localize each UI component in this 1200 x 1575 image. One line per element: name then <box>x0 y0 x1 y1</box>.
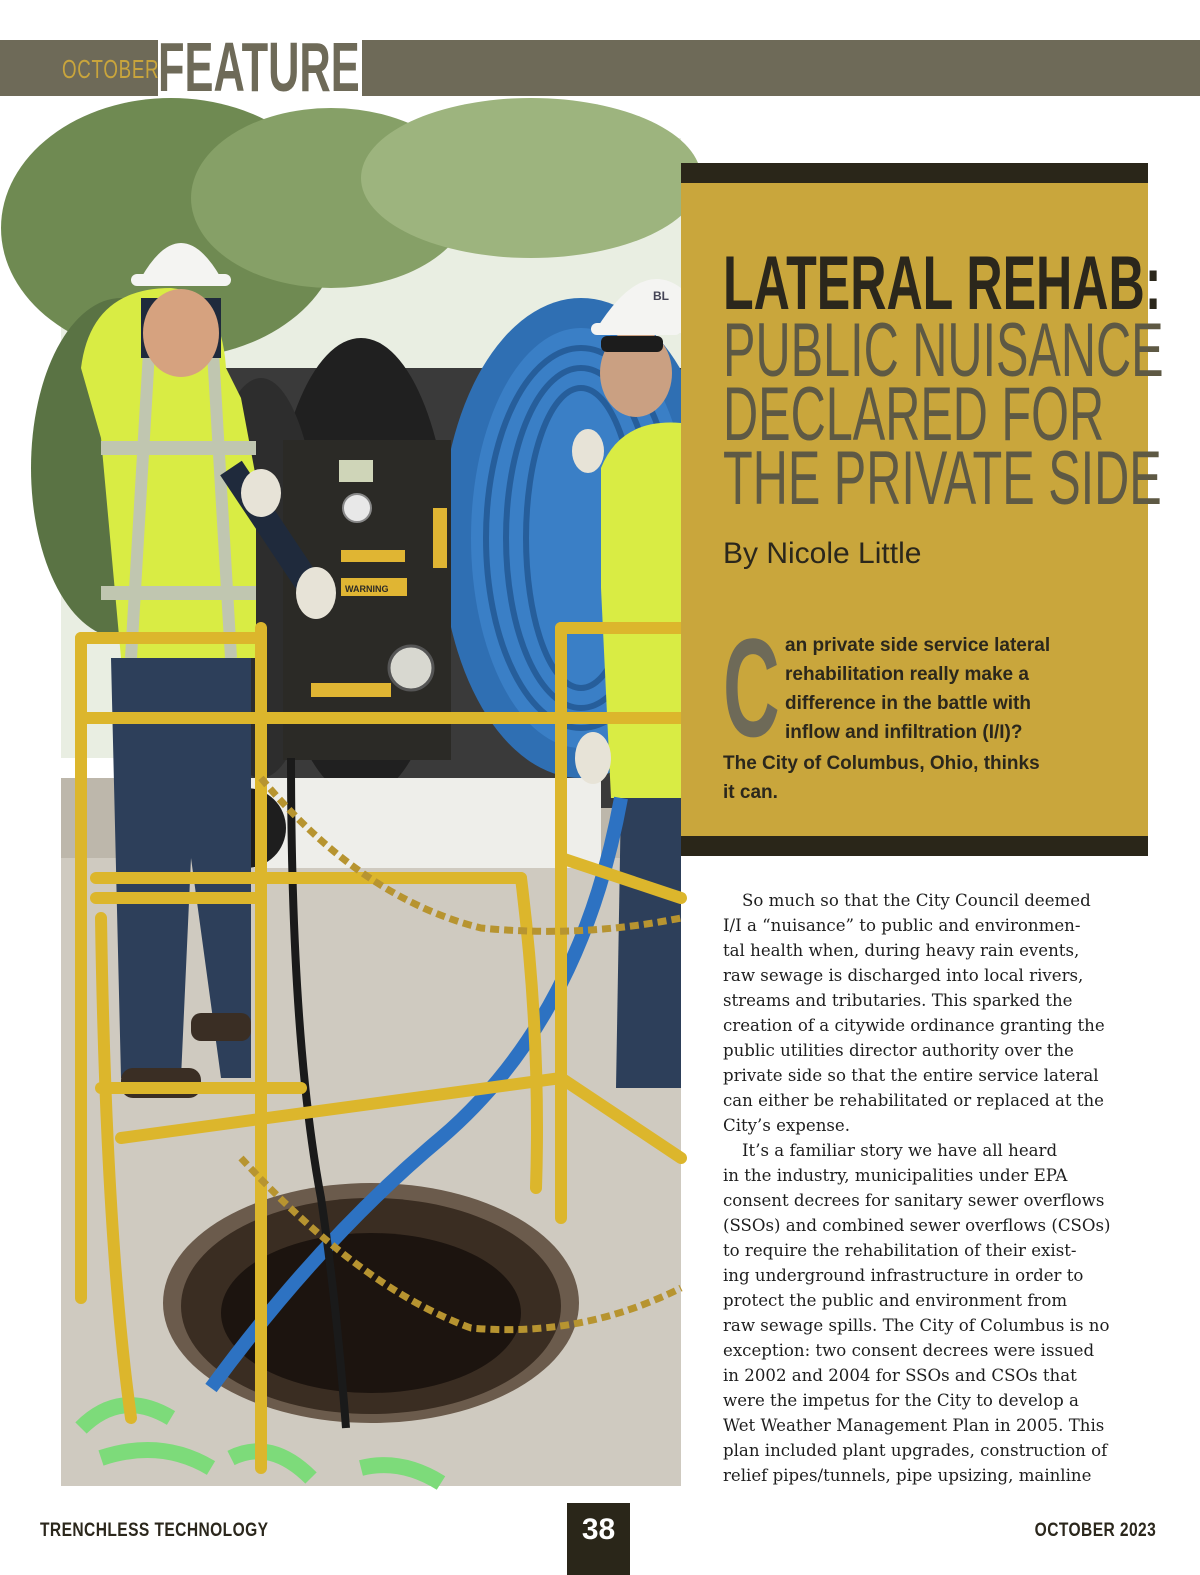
footer-issue-date: OCTOBER 2023 <box>1034 1520 1156 1541</box>
body-line: consent decrees for sanitary sewer overflows <box>723 1191 1105 1210</box>
body-line: raw sewage is discharged into local rivers, <box>723 966 1084 985</box>
article-subtitle <box>723 308 1164 521</box>
lead-line: inflow and infiltration (I/I)? <box>785 722 1023 743</box>
body-line: plan included plant upgrades, construction of <box>723 1441 1108 1460</box>
lead-paragraph <box>723 609 1093 807</box>
hardhat-label: BL <box>653 289 669 303</box>
article-photo <box>61 138 681 1486</box>
subtitle-line: DECLARED FOR <box>723 372 1105 457</box>
body-line: ing underground infrastructure in order to <box>723 1266 1084 1285</box>
body-line: I/I a “nuisance” to public and environmen- <box>723 916 1081 935</box>
lead-line: difference in the battle with <box>785 693 1031 714</box>
article-title-box <box>681 163 1164 856</box>
body-line: private side so that the entire service lateral <box>723 1066 1099 1085</box>
byline: By Nicole Little <box>723 537 922 570</box>
body-line: So much so that the City Council deemed <box>742 891 1091 910</box>
body-line: in 2002 and 2004 for SSOs and CSOs that <box>723 1366 1077 1385</box>
lead-line: it can. <box>723 782 778 803</box>
lead-line: an private side service lateral <box>785 635 1051 656</box>
lead-line: The City of Columbus, Ohio, thinks <box>723 753 1040 774</box>
article-body <box>723 888 1113 1488</box>
body-line: can either be rehabilitated or replaced at the <box>723 1091 1104 1110</box>
body-line: City’s expense. <box>723 1116 851 1135</box>
warning-label: WARNING <box>345 584 389 594</box>
body-line: raw sewage spills. The City of Columbus is no <box>723 1316 1110 1335</box>
body-line: streams and tributaries. This sparked the <box>723 991 1073 1010</box>
body-line: It’s a familiar story we have all heard <box>742 1141 1058 1160</box>
header-month: OCTOBER <box>62 54 160 84</box>
subtitle-line: THE PRIVATE SIDE <box>723 436 1162 521</box>
body-line: were the impetus for the City to develop a <box>723 1391 1079 1410</box>
article-title: LATERAL REHAB: <box>723 241 1162 326</box>
page-number-box <box>567 1503 630 1575</box>
page-number: 38 <box>581 1513 616 1546</box>
body-line: Wet Weather Management Plan in 2005. This <box>723 1416 1105 1435</box>
header-section-title: FEATURE <box>158 28 360 106</box>
subtitle-line: PUBLIC NUISANCE <box>723 308 1164 393</box>
body-line: (SSOs) and combined sewer overflows (CSOs) <box>723 1216 1111 1235</box>
lead-line: rehabilitation really make a <box>785 664 1029 685</box>
body-line: exception: two consent decrees were issued <box>723 1341 1095 1360</box>
body-line: protect the public and environment from <box>723 1291 1068 1310</box>
body-line: to require the rehabilitation of their exist- <box>723 1241 1077 1260</box>
body-line: creation of a citywide ordinance granting the <box>723 1016 1105 1035</box>
body-line: public utilities director authority over the <box>723 1041 1074 1060</box>
body-line: in the industry, municipalities under EPA <box>723 1166 1068 1185</box>
drop-cap: C <box>723 609 780 766</box>
footer-publication: TRENCHLESS TECHNOLOGY <box>40 1520 269 1541</box>
body-line: relief pipes/tunnels, pipe upsizing, mainline <box>723 1466 1092 1485</box>
body-line: tal health when, during heavy rain events, <box>723 941 1080 960</box>
